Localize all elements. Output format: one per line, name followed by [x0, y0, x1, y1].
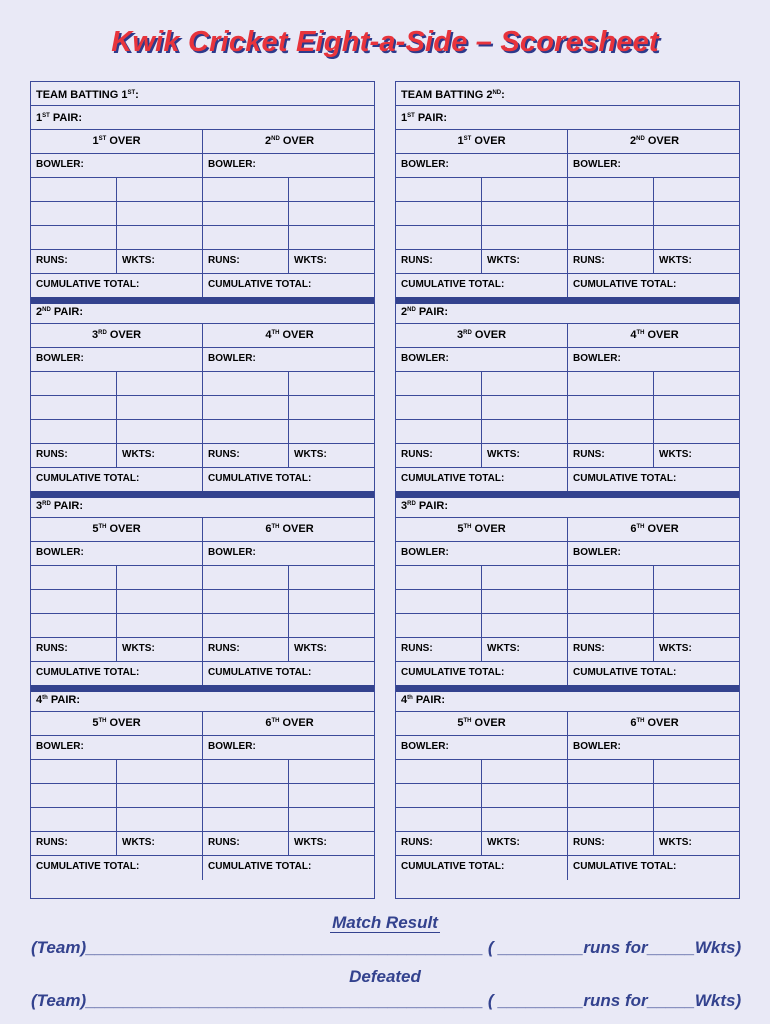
over-label: 2ND OVER [629, 135, 680, 147]
wkts-field[interactable]: WKTS: [117, 832, 203, 855]
result-winner-line[interactable]: (Team)__________________________________________ ( _________runs for_____Wkts) [31, 938, 742, 957]
runs-field[interactable]: RUNS: [568, 250, 654, 273]
ball-entry-cell[interactable] [568, 178, 654, 201]
ball-entry-cell[interactable] [482, 372, 568, 395]
bowler-field[interactable]: BOWLER: [396, 736, 568, 759]
bowler-field[interactable]: BOWLER: [208, 353, 256, 364]
team-batting-first-table [30, 81, 375, 899]
over-label: 5TH OVER [31, 712, 203, 735]
wkts-field[interactable]: WKTS: [294, 449, 327, 460]
ball-entry-cell[interactable] [31, 226, 117, 249]
ball-entry-cell[interactable] [568, 760, 654, 783]
ball-entry-cell[interactable] [203, 614, 289, 637]
ball-entry-cell[interactable] [117, 760, 203, 783]
ball-entry-cell[interactable] [482, 590, 568, 613]
wkts-field[interactable]: WKTS: [659, 837, 692, 848]
ball-entry-cell[interactable] [31, 372, 117, 395]
pair-header [396, 106, 739, 130]
cumulative-total-field[interactable]: CUMULATIVE TOTAL: [208, 473, 312, 484]
ball-entry-cell[interactable] [289, 760, 376, 783]
team-header [396, 82, 739, 106]
ball-entry-cell[interactable] [289, 590, 376, 613]
runs-field[interactable]: RUNS: [31, 444, 117, 467]
ball-entry-cell[interactable] [568, 372, 654, 395]
ball-entry-cell[interactable] [203, 566, 289, 589]
ball-entry-cell[interactable] [203, 226, 289, 249]
ball-entry-row [31, 396, 374, 420]
ball-entry-cell[interactable] [568, 784, 654, 807]
ball-entry-cell[interactable] [482, 614, 568, 637]
ball-entry-cell[interactable] [568, 590, 654, 613]
ball-entry-row [396, 372, 739, 396]
ball-entry-cell[interactable] [482, 420, 568, 443]
team-batting-label: TEAM BATTING 2ND: [401, 89, 505, 101]
over-label: 5TH OVER [396, 712, 568, 735]
ball-entry-cell[interactable] [117, 784, 203, 807]
ball-entry-cell[interactable] [396, 396, 482, 419]
ball-entry-cell[interactable] [568, 226, 654, 249]
ball-entry-cell[interactable] [117, 372, 203, 395]
bowler-field[interactable]: BOWLER: [573, 741, 621, 752]
ball-entry-cell[interactable] [31, 178, 117, 201]
over-label: 1ST OVER [396, 130, 568, 153]
runs-field[interactable]: RUNS: [568, 638, 654, 661]
pair-label: 3RD PAIR: [36, 500, 83, 512]
cumulative-total-field[interactable]: CUMULATIVE TOTAL: [208, 861, 312, 872]
cumulative-row [396, 468, 739, 492]
ball-entry-row [396, 566, 739, 590]
over-label: 6TH OVER [265, 717, 314, 729]
bowler-row [396, 736, 739, 760]
match-result-heading: Match Result [332, 913, 438, 932]
ball-entry-cell[interactable] [289, 396, 376, 419]
ball-entry-cell[interactable] [654, 178, 741, 201]
wkts-field[interactable]: WKTS: [659, 255, 692, 266]
ball-entry-cell[interactable] [568, 808, 654, 831]
over-header-row [396, 324, 739, 348]
runs-field[interactable]: RUNS: [203, 444, 289, 467]
pair-label: 2ND PAIR: [401, 306, 448, 318]
ball-entry-cell[interactable] [654, 808, 741, 831]
bowler-row [396, 348, 739, 372]
ball-entry-cell[interactable] [654, 396, 741, 419]
ball-entry-row [396, 396, 739, 420]
runs-field[interactable]: RUNS: [31, 832, 117, 855]
defeated-label: Defeated [349, 967, 421, 986]
cumulative-total-field[interactable]: CUMULATIVE TOTAL: [396, 274, 568, 297]
runs-field[interactable]: RUNS: [396, 250, 482, 273]
cumulative-row [396, 274, 739, 298]
over-label: 1ST OVER [31, 130, 203, 153]
over-label: 6TH OVER [630, 523, 679, 535]
ball-entry-cell[interactable] [396, 590, 482, 613]
ball-entry-cell[interactable] [289, 372, 376, 395]
cumulative-row [396, 662, 739, 686]
ball-entry-cell[interactable] [289, 178, 376, 201]
ball-entry-cell[interactable] [31, 760, 117, 783]
ball-entry-cell[interactable] [31, 396, 117, 419]
ball-entry-row [31, 614, 374, 638]
bowler-field[interactable]: BOWLER: [31, 542, 203, 565]
ball-entry-cell[interactable] [482, 566, 568, 589]
pair-label: 1ST PAIR: [401, 112, 447, 124]
bowler-row [31, 348, 374, 372]
runs-field[interactable]: RUNS: [203, 832, 289, 855]
over-label: 4TH OVER [265, 329, 314, 341]
ball-entry-row [396, 760, 739, 784]
cumulative-total-field[interactable]: CUMULATIVE TOTAL: [573, 473, 677, 484]
ball-entry-cell[interactable] [568, 420, 654, 443]
ball-entry-row [31, 590, 374, 614]
ball-entry-cell[interactable] [117, 590, 203, 613]
bowler-row [31, 542, 374, 566]
runs-wkts-row [396, 638, 739, 662]
ball-entry-cell[interactable] [117, 178, 203, 201]
ball-entry-cell[interactable] [289, 784, 376, 807]
bowler-field[interactable]: BOWLER: [573, 353, 621, 364]
team-header [31, 82, 374, 106]
runs-wkts-row [396, 250, 739, 274]
ball-entry-cell[interactable] [31, 202, 117, 225]
bowler-row [31, 154, 374, 178]
over-label: 6TH OVER [265, 523, 314, 535]
ball-entry-cell[interactable] [203, 784, 289, 807]
pair-header [396, 688, 739, 712]
wkts-field[interactable]: WKTS: [482, 250, 568, 273]
cumulative-row [31, 274, 374, 298]
ball-entry-cell[interactable] [654, 784, 741, 807]
over-label: 4TH OVER [630, 329, 679, 341]
cumulative-row [31, 856, 374, 880]
ball-entry-cell[interactable] [482, 178, 568, 201]
ball-entry-cell[interactable] [482, 226, 568, 249]
wkts-field[interactable]: WKTS: [294, 837, 327, 848]
ball-entry-cell[interactable] [396, 566, 482, 589]
ball-entry-row [396, 590, 739, 614]
bowler-field[interactable]: BOWLER: [396, 348, 568, 371]
over-label: 6TH OVER [630, 717, 679, 729]
ball-entry-cell[interactable] [203, 396, 289, 419]
runs-field[interactable]: RUNS: [568, 444, 654, 467]
wkts-field[interactable]: WKTS: [117, 444, 203, 467]
ball-entry-row [31, 784, 374, 808]
ball-entry-cell[interactable] [289, 226, 376, 249]
ball-entry-cell[interactable] [117, 808, 203, 831]
ball-entry-row [31, 808, 374, 832]
cumulative-total-field[interactable]: CUMULATIVE TOTAL: [396, 662, 568, 685]
ball-entry-cell[interactable] [482, 396, 568, 419]
over-header-row [396, 130, 739, 154]
runs-wkts-row [31, 444, 374, 468]
pair-header [396, 300, 739, 324]
bowler-field[interactable]: BOWLER: [573, 547, 621, 558]
ball-entry-cell[interactable] [31, 808, 117, 831]
over-label: 3RD OVER [396, 324, 568, 347]
bowler-field[interactable]: BOWLER: [208, 741, 256, 752]
ball-entry-row [31, 202, 374, 226]
ball-entry-cell[interactable] [568, 202, 654, 225]
cumulative-total-field[interactable]: CUMULATIVE TOTAL: [31, 662, 203, 685]
runs-wkts-row [396, 444, 739, 468]
cumulative-total-field[interactable]: CUMULATIVE TOTAL: [396, 856, 568, 880]
ball-entry-cell[interactable] [203, 760, 289, 783]
ball-entry-cell[interactable] [396, 372, 482, 395]
ball-entry-cell[interactable] [654, 566, 741, 589]
ball-entry-cell[interactable] [396, 420, 482, 443]
ball-entry-cell[interactable] [396, 614, 482, 637]
ball-entry-cell[interactable] [396, 202, 482, 225]
over-label: 3RD OVER [31, 324, 203, 347]
ball-entry-cell[interactable] [654, 202, 741, 225]
ball-entry-cell[interactable] [482, 784, 568, 807]
ball-entry-cell[interactable] [482, 760, 568, 783]
ball-entry-cell[interactable] [117, 202, 203, 225]
cumulative-row [31, 468, 374, 492]
ball-entry-cell[interactable] [203, 420, 289, 443]
ball-entry-cell[interactable] [117, 420, 203, 443]
ball-entry-row [31, 372, 374, 396]
ball-entry-row [31, 420, 374, 444]
wkts-field[interactable]: WKTS: [482, 444, 568, 467]
cumulative-total-field[interactable]: CUMULATIVE TOTAL: [573, 667, 677, 678]
ball-entry-cell[interactable] [482, 202, 568, 225]
pair-header [396, 494, 739, 518]
cumulative-total-field[interactable]: CUMULATIVE TOTAL: [208, 667, 312, 678]
ball-entry-cell[interactable] [117, 614, 203, 637]
ball-entry-cell[interactable] [203, 372, 289, 395]
bowler-field[interactable]: BOWLER: [396, 154, 568, 177]
over-header-row [396, 518, 739, 542]
ball-entry-cell[interactable] [289, 566, 376, 589]
wkts-field[interactable]: WKTS: [659, 643, 692, 654]
page-title: Kwik Cricket Eight-a-Side – Scoresheet [111, 26, 659, 58]
ball-entry-cell[interactable] [396, 226, 482, 249]
runs-field[interactable]: RUNS: [31, 250, 117, 273]
bowler-field[interactable]: BOWLER: [208, 547, 256, 558]
ball-entry-row [31, 178, 374, 202]
bowler-field[interactable]: BOWLER: [396, 542, 568, 565]
team-batting-label: TEAM BATTING 1ST: [36, 89, 139, 101]
ball-entry-cell[interactable] [203, 178, 289, 201]
over-header-row [31, 712, 374, 736]
wkts-field[interactable]: WKTS: [117, 638, 203, 661]
ball-entry-cell[interactable] [289, 614, 376, 637]
ball-entry-cell[interactable] [654, 420, 741, 443]
cumulative-total-field[interactable]: CUMULATIVE TOTAL: [573, 279, 677, 290]
ball-entry-cell[interactable] [203, 808, 289, 831]
cumulative-total-field[interactable]: CUMULATIVE TOTAL: [573, 861, 677, 872]
result-loser-line[interactable]: (Team)__________________________________________ ( _________runs for_____Wkts) [31, 991, 742, 1010]
pair-label: 1ST PAIR: [36, 112, 82, 124]
bowler-field[interactable]: BOWLER: [208, 159, 256, 170]
over-header-row [31, 130, 374, 154]
cumulative-total-field[interactable]: CUMULATIVE TOTAL: [31, 468, 203, 491]
bowler-field[interactable]: BOWLER: [573, 159, 621, 170]
bowler-row [31, 736, 374, 760]
over-label: 5TH OVER [396, 518, 568, 541]
runs-field[interactable]: RUNS: [203, 638, 289, 661]
ball-entry-cell[interactable] [117, 226, 203, 249]
ball-entry-cell[interactable] [396, 784, 482, 807]
ball-entry-cell[interactable] [654, 614, 741, 637]
ball-entry-cell[interactable] [568, 566, 654, 589]
team-batting-second-table [395, 81, 740, 899]
ball-entry-cell[interactable] [568, 396, 654, 419]
pair-header [31, 106, 374, 130]
cumulative-total-field[interactable]: CUMULATIVE TOTAL: [31, 274, 203, 297]
ball-entry-cell[interactable] [31, 566, 117, 589]
runs-wkts-row [31, 250, 374, 274]
ball-entry-cell[interactable] [396, 760, 482, 783]
wkts-field[interactable]: WKTS: [117, 250, 203, 273]
ball-entry-cell[interactable] [654, 226, 741, 249]
ball-entry-row [396, 226, 739, 250]
wkts-field[interactable]: WKTS: [659, 449, 692, 460]
ball-entry-cell[interactable] [31, 590, 117, 613]
cumulative-total-field[interactable]: CUMULATIVE TOTAL: [396, 468, 568, 491]
ball-entry-cell[interactable] [31, 784, 117, 807]
bowler-field[interactable]: BOWLER: [31, 736, 203, 759]
ball-entry-cell[interactable] [654, 590, 741, 613]
ball-entry-cell[interactable] [654, 760, 741, 783]
cumulative-row [31, 662, 374, 686]
wkts-field[interactable]: WKTS: [294, 643, 327, 654]
ball-entry-cell[interactable] [289, 420, 376, 443]
runs-field[interactable]: RUNS: [203, 250, 289, 273]
wkts-field[interactable]: WKTS: [294, 255, 327, 266]
wkts-field[interactable]: WKTS: [482, 832, 568, 855]
runs-wkts-row [31, 832, 374, 856]
ball-entry-cell[interactable] [117, 396, 203, 419]
ball-entry-cell[interactable] [482, 808, 568, 831]
pair-header [31, 300, 374, 324]
ball-entry-row [396, 614, 739, 638]
ball-entry-cell[interactable] [289, 808, 376, 831]
pair-header [31, 494, 374, 518]
over-header-row [396, 712, 739, 736]
over-label: 5TH OVER [31, 518, 203, 541]
bowler-field[interactable]: BOWLER: [31, 348, 203, 371]
ball-entry-row [396, 784, 739, 808]
ball-entry-cell[interactable] [654, 372, 741, 395]
ball-entry-cell[interactable] [203, 590, 289, 613]
ball-entry-row [396, 178, 739, 202]
bowler-field[interactable]: BOWLER: [31, 154, 203, 177]
over-header-row [31, 324, 374, 348]
pair-header [31, 688, 374, 712]
ball-entry-cell[interactable] [31, 614, 117, 637]
ball-entry-cell[interactable] [31, 420, 117, 443]
runs-field[interactable]: RUNS: [568, 832, 654, 855]
ball-entry-row [396, 808, 739, 832]
pair-label: 4th PAIR: [36, 694, 80, 706]
ball-entry-row [31, 566, 374, 590]
bowler-row [396, 154, 739, 178]
pair-label: 2ND PAIR: [36, 306, 83, 318]
ball-entry-cell[interactable] [396, 178, 482, 201]
pair-label: 4th PAIR: [401, 694, 445, 706]
ball-entry-row [31, 760, 374, 784]
ball-entry-cell[interactable] [568, 614, 654, 637]
runs-wkts-row [31, 638, 374, 662]
ball-entry-row [31, 226, 374, 250]
over-label: 2ND OVER [264, 135, 315, 147]
cumulative-total-field[interactable]: CUMULATIVE TOTAL: [31, 856, 203, 880]
runs-field[interactable]: RUNS: [396, 638, 482, 661]
runs-field[interactable]: RUNS: [31, 638, 117, 661]
wkts-field[interactable]: WKTS: [482, 638, 568, 661]
ball-entry-cell[interactable] [203, 202, 289, 225]
ball-entry-cell[interactable] [117, 566, 203, 589]
ball-entry-row [396, 420, 739, 444]
cumulative-total-field[interactable]: CUMULATIVE TOTAL: [208, 279, 312, 290]
over-header-row [31, 518, 374, 542]
runs-wkts-row [396, 832, 739, 856]
ball-entry-cell[interactable] [396, 808, 482, 831]
runs-field[interactable]: RUNS: [396, 832, 482, 855]
ball-entry-cell[interactable] [289, 202, 376, 225]
runs-field[interactable]: RUNS: [396, 444, 482, 467]
cumulative-row [396, 856, 739, 880]
ball-entry-row [396, 202, 739, 226]
pair-label: 3RD PAIR: [401, 500, 448, 512]
bowler-row [396, 542, 739, 566]
